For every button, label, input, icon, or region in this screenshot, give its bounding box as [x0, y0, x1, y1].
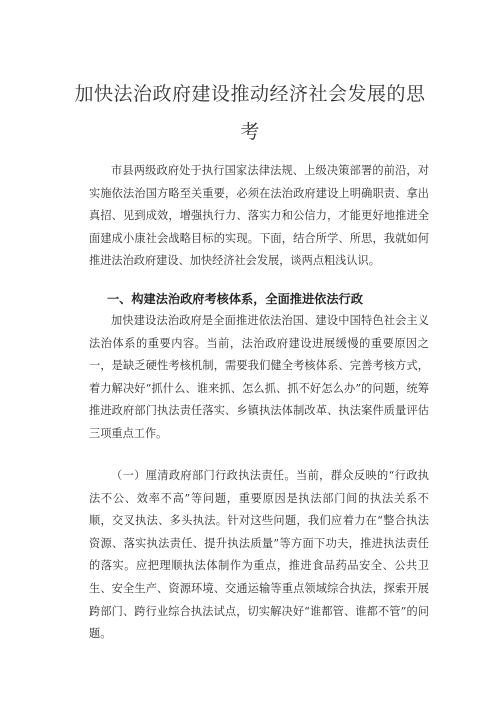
document-title-line-1: 加快法治政府建设推动经济社会发展的思	[74, 83, 426, 105]
document-title-line-2: 考	[240, 121, 260, 143]
section-paragraph-2: （一）厘清政府部门行政执法责任。当前，群众反映的“行政执法不公、效率不高”等问题，重要原因是执法部门间的执法关系不顺，交叉执法、多头执法。针对这些问题，我们应着力在“整合执法资源、落实执法责任、提升执法质量”等方面下功夫，推进执法责任的落实。应把理顺执法体制作为重点，推进食品药品安全、公共卫生、安全生产、资源环境、交通运输等重点领域综合执法，探索开展跨部门、跨行业综合执法试点，切实解决好“谁都管、谁都不管”的问题。	[89, 469, 429, 641]
intro-paragraph: 市县两级政府处于执行国家法律法规、上级决策部署的前沿，对实施依法治国方略至关重要，必须在法治政府建设上明确职责、拿出真招、见到成效，增强执行力、落实力和公信力，才能更好地推进全面建成小康社会战略目标的实现。下面，结合所学、所思，我就如何推进法治政府建设、加快经济社会发展，谈两点粗浅认识。	[89, 164, 429, 268]
section-heading: 一、构建法治政府考核体系，全面推进依法行政	[107, 292, 363, 306]
section-paragraph-1: 加快建设法治政府是全面推进依法治国、建设中国特色社会主义法治体系的重要内容。当前，法治政府建设进展缓慢的重要原因之一，是缺乏硬性考核机制，需要我们健全考核体系、完善考核方式，着力解决好“抓什么、谁来抓、怎么抓、抓不好怎么办”的问题，统筹推进政府部门执法责任落实、乡镇执法体制改革、执法案件质量评估三项重点工作。	[89, 314, 429, 440]
